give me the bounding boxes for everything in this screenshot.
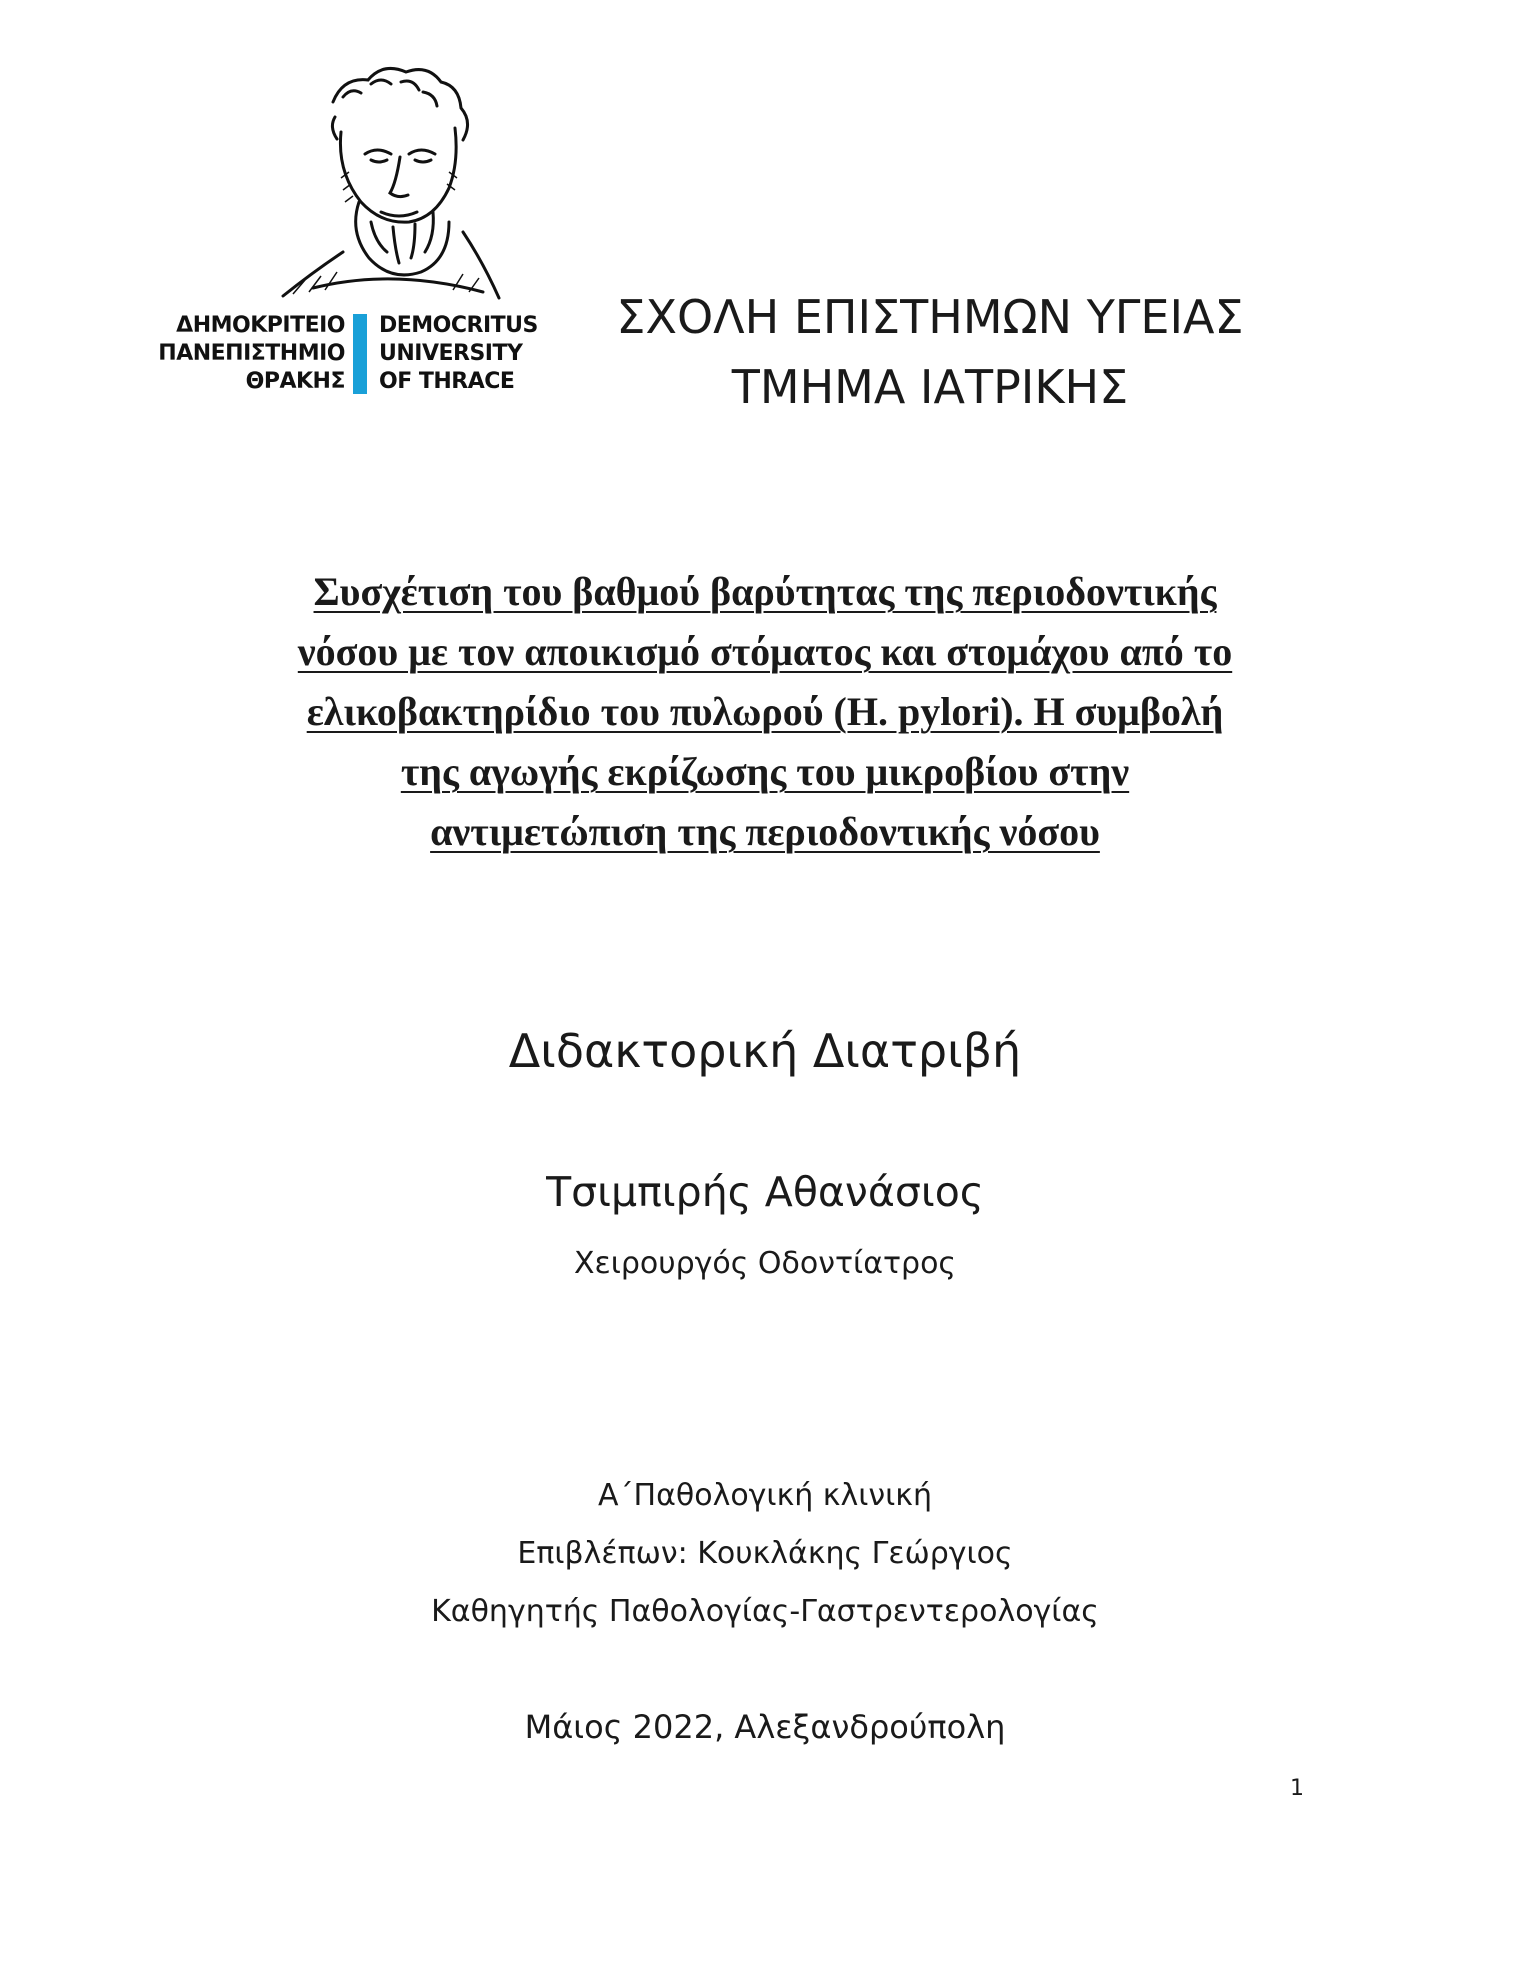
university-logo [158,62,555,402]
logo-greek-line-2: ΠΑΝΕΠΙΣΤΗΜΙΟ [158,341,345,366]
thesis-title [200,562,1330,862]
clinic-name: Α΄Παθολογική κλινική [598,1478,932,1513]
logo-greek-name [158,312,345,396]
logo-english-line-1: DEMOCRITUS [379,313,538,338]
thesis-title-line-1: Συσχέτιση του βαθμού βαρύτητας της περιοδοντικής [313,569,1217,614]
school-name: ΣΧΟΛΗ ΕΠΙΣΤΗΜΩΝ ΥΓΕΙΑΣ [616,290,1244,344]
date-place: Μάιος 2022, Αλεξανδρούπολη [524,1708,1006,1746]
page-number: 1 [1290,1776,1304,1801]
logo-english-name [379,312,538,396]
author-name: Τσιμπιρής Αθανάσιος [546,1168,984,1216]
thesis-title-line-3: ελικοβακτηρίδιο του πυλωρού (H. pylori). Η συμβολή [306,689,1224,734]
logo-greek-line-1: ΔΗΜΟΚΡΙΤΕΙΟ [176,313,345,338]
thesis-title-line-2: νόσου με τον αποικισμό στόματος και στομάχου από το [297,629,1233,674]
supervisor-name: Επιβλέπων: Κουκλάκης Γεώργιος [517,1536,1013,1571]
department-name: ΤΜΗΜΑ ΙΑΤΡΙΚΗΣ [731,360,1129,414]
logo-divider-bar [353,314,367,394]
document-type: Διδακτορική Διατριβή [508,1024,1022,1078]
logo-greek-line-3: ΘΡΑΚΗΣ [245,369,345,394]
supervisor-title: Καθηγητής Παθολογίας-Γαστρεντερολογίας [431,1594,1099,1629]
school-header [610,282,1250,422]
logo-english-line-3: OF THRACE [379,369,515,394]
logo-english-line-2: UNIVERSITY [379,341,523,366]
thesis-title-line-5: αντιμετώπιση της περιοδοντικής νόσου [430,809,1100,854]
democritus-bust-icon [273,62,503,302]
thesis-title-line-4: της αγωγής εκρίζωσης του μικροβίου στην [400,749,1130,794]
author-role: Χειρουργός Οδοντίατρος [573,1246,957,1281]
